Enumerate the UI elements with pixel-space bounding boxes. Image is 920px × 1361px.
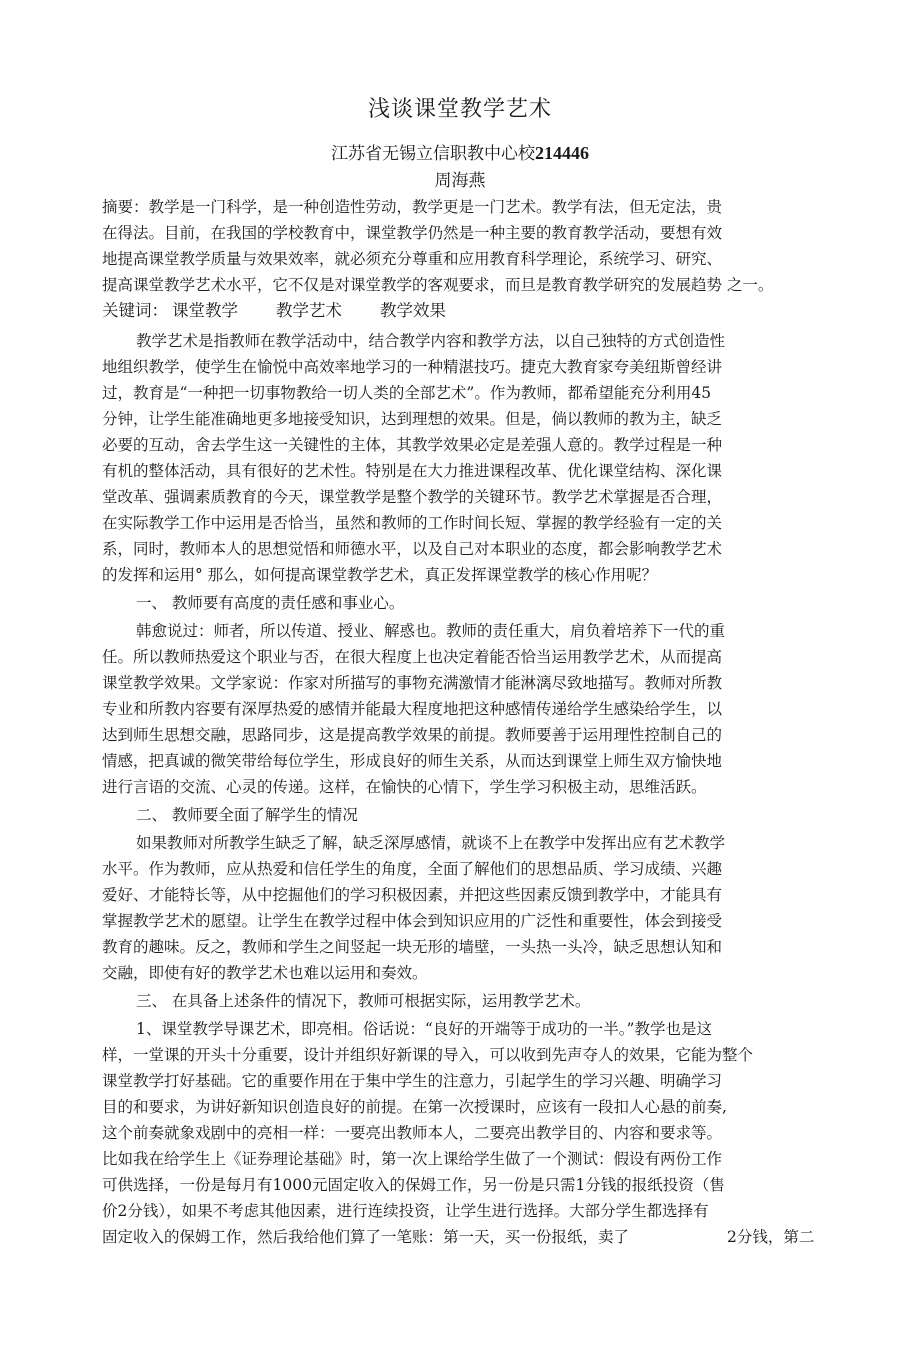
paragraph-line: 地组织教学，使学生在愉悦中高效率地学习的一种精湛技巧。捷克大教育家夸美纽斯曾经讲 (102, 358, 723, 376)
keyword: 教学效果 (380, 301, 446, 320)
keyword: 教学艺术 (276, 301, 342, 320)
document-title: 浅谈课堂教学艺术 (367, 97, 552, 122)
paragraph-line: 有机的整体活动，具有很好的艺术性。特别是在大力推进课程改革、优化课堂结构、深化课 (102, 462, 723, 480)
paragraph-line: 可供选择，一份是每月有1000元固定收入的保姆工作，另一份是只需1分钱的报纸投资（售 (102, 1176, 725, 1194)
paragraph-line: 爱好、才能特长等，从中挖掘他们的学习积极因素，并把这些因素反馈到教学中，才能具有 (102, 886, 723, 904)
abstract-line: 地提高课堂教学质量与效果效率，就必须充分尊重和应用教育科学理论，系统学习、研究、 (102, 250, 723, 268)
abstract-line: 在得法。目前，在我国的学校教育中，课堂教学仍然是一种主要的教育教学活动，要想有效 (102, 224, 723, 242)
paragraph-line: 水平。作为教师，应从热爱和信任学生的角度，全面了解他们的思想品质、学习成绩、兴趣 (102, 860, 723, 878)
paragraph-line: 固定收入的保姆工作，然后我给他们算了一笔账：第一天，买一份报纸，卖了 (102, 1228, 630, 1246)
paragraph-line: 在实际教学工作中运用是否恰当，虽然和教师的工作时间长短、掌握的教学经验有一定的关 (102, 514, 723, 532)
paragraph-line: 教学艺术是指教师在教学活动中，结合教学内容和教学方法，以自己独特的方式创造性 (136, 332, 726, 350)
paragraph-line: 达到师生思想交融，思路同步，这是提高教学效果的前提。教师要善于运用理性控制自己的 (102, 726, 723, 744)
paragraph-line: 这个前奏就象戏剧中的亮相一样：一要亮出教师本人，二要亮出教学目的、内容和要求等。 (102, 1124, 723, 1142)
keywords-label: 关键词： (102, 301, 168, 320)
paragraph-line: 如果教师对所教学生缺乏了解，缺乏深厚感情，就谈不上在教学中发挥出应有艺术教学 (136, 834, 726, 852)
paragraph-line: 系，同时，教师本人的思想觉悟和师德水平，以及自己对本职业的态度，都会影响教学艺术 (102, 540, 723, 558)
paragraph-line: 韩愈说过：师者，所以传道、授业、解惑也。教师的责任重大，肩负着培养下一代的重 (136, 622, 726, 640)
author-affiliation (0, 140, 920, 167)
paragraph-line: 比如我在给学生上《证券理论基础》时，第一次上课给学生做了一个测试：假设有两份工作 (102, 1150, 723, 1168)
paragraph-line: 必要的互动，舍去学生这一关键性的主体，其教学效果必定是差强人意的。教学过程是一种 (102, 436, 723, 454)
paragraph-line: 进行言语的交流、心灵的传递。这样，在愉快的心情下，学生学习积极主动，思维活跃。 (102, 778, 707, 796)
section-heading: 一、 教师要有高度的责任感和事业心。 (136, 594, 405, 612)
paragraph-line: 价2分钱），如果不考虑其他因素，进行连续投资，让学生进行选择。大部分学生都选择有 (102, 1202, 709, 1220)
abstract-line: 提高课堂教学艺术水平，它不仅是对课堂教学的客观要求，而旦是教育教学研究的发展趋势 之一。 (102, 276, 774, 294)
paragraph-line: 教育的趣味。反之，教师和学生之间竖起一块无形的墙壁，一头热一头冷，缺乏思想认知和 (102, 938, 723, 956)
paragraph-line-tail: 2分钱，第二 (727, 1228, 815, 1246)
paragraph-line: 堂改革、强调素质教育的今天，课堂教学是整个教学的关键环节。教学艺术掌握是否合理， (102, 488, 723, 506)
paragraph-line: 掌握教学艺术的愿望。让学生在教学过程中体会到知识应用的广泛性和重要性，体会到接受 (102, 912, 723, 930)
paragraph-line: 课堂教学效果。文学家说：作家对所描写的事物充满激情才能淋漓尽致地描写。教师对所教 (102, 674, 723, 692)
author-name: 周海燕 (434, 171, 486, 191)
section-heading: 三、 在具备上述条件的情况下，教师可根据实际，运用教学艺术。 (136, 992, 591, 1010)
paragraph-line: 分钟，让学生能准确地更多地接受知识，达到理想的效果。但是，倘以教师的教为主，缺乏 (102, 410, 723, 428)
keywords-line (102, 298, 446, 324)
paragraph-line: 的发挥和运用° 那么，如何提高课堂教学艺术，真正发挥课堂教学的核心作用呢？ (102, 566, 658, 584)
abstract-line: 摘要：教学是一门科学，是一种创造性劳动，教学更是一门艺术。教学有法，但无定法，贵 (102, 198, 723, 216)
affiliation-name: 江苏省无锡立信职教中心校 (331, 144, 535, 164)
section-heading: 二、 教师要全面了解学生的情况 (136, 806, 358, 824)
keyword: 课堂教学 (172, 301, 238, 320)
paragraph-line: 交融，即使有好的教学艺术也难以运用和奏效。 (102, 964, 428, 982)
paragraph-line: 1、课堂教学导课艺术，即亮相。俗话说：“良好的开端等于成功的一半。”教学也是这 (136, 1020, 712, 1038)
paragraph-line: 课堂教学打好基础。它的重要作用在于集中学生的注意力，引起学生的学习兴趣、明确学习 (102, 1072, 723, 1090)
paragraph-line: 样，一堂课的开头十分重要，设计并组织好新课的导入，可以收到先声夺人的效果，它能为整个 (102, 1046, 754, 1064)
paragraph-line: 专业和所教内容要有深厚热爱的感情并能最大程度地把这种感情传递给学生感染给学生，以 (102, 700, 723, 718)
postcode: 214446 (535, 143, 589, 163)
paragraph-line: 任。所以教师热爱这个职业与否，在很大程度上也决定着能否恰当运用教学艺术，从而提高 (102, 648, 723, 666)
paragraph-line: 情感，把真诚的微笑带给每位学生，形成良好的师生关系，从而达到课堂上师生双方愉快地 (102, 752, 723, 770)
paragraph-line: 过，教育是“一种把一切事物教给一切人类的全部艺术”。作为教师，都希望能充分利用45 (102, 384, 712, 402)
paragraph-line: 目的和要求，为讲好新知识创造良好的前提。在第一次授课时，应该有一段扣人心悬的前奏, (102, 1098, 727, 1116)
